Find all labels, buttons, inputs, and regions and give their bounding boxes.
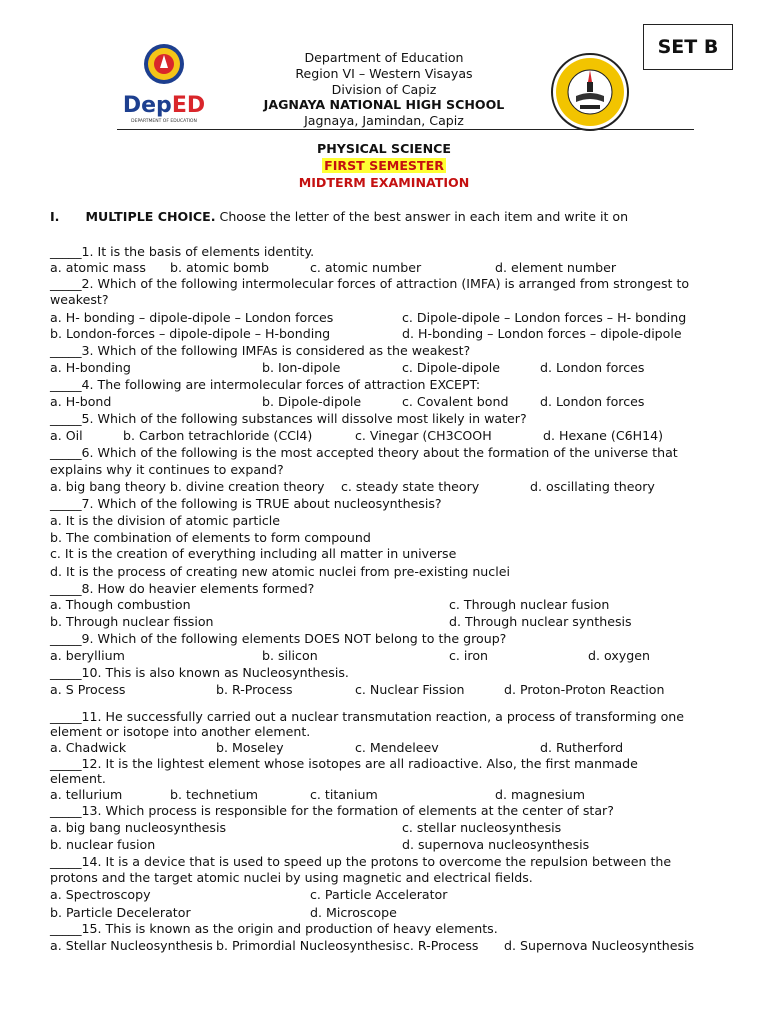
choice-10d: d. Proton-Proton Reaction: [504, 682, 665, 697]
section-name: MULTIPLE CHOICE.: [85, 209, 216, 224]
question-11-cont: element or isotope into another element.: [50, 724, 311, 739]
choice-4c: c. Covalent bond: [402, 394, 509, 409]
choice-9c: c. iron: [449, 648, 489, 663]
choice-7c: c. It is the creation of everything including all matter in universe: [50, 546, 457, 561]
division-name: Division of Capiz: [331, 82, 437, 97]
section-number: I.: [50, 209, 60, 224]
question-15: _____15. This is known as the origin and production of heavy elements.: [50, 921, 498, 936]
choice-8d: d. Through nuclear synthesis: [449, 614, 632, 629]
question-11: _____11. He successfully carried out a nuclear transmutation reaction, a process of transforming one: [50, 709, 685, 724]
choice-7d: d. It is the process of creating new atomic nuclei from pre-existing nuclei: [50, 564, 510, 579]
question-1: _____1. It is the basis of elements identity.: [50, 244, 315, 259]
choice-6c: c. steady state theory: [341, 479, 480, 494]
choice-12b: b. technetium: [170, 787, 259, 802]
choice-15d: d. Supernova Nucleosynthesis: [504, 938, 695, 953]
exam-title: MIDTERM EXAMINATION: [298, 175, 470, 190]
choice-12d: d. magnesium: [495, 787, 586, 802]
choice-7b: b. The combination of elements to form compound: [50, 530, 371, 545]
department-name: Department of Education: [304, 50, 464, 65]
school-name: JAGNAYA NATIONAL HIGH SCHOOL: [263, 97, 505, 112]
set-label: SET B: [643, 24, 733, 70]
question-7: _____7. Which of the following is TRUE about nucleosynthesis?: [50, 496, 442, 511]
question-3: _____3. Which of the following IMFAs is considered as the weakest?: [50, 343, 471, 358]
svg-text:DEPARTMENT OF EDUCATION: DEPARTMENT OF EDUCATION: [131, 119, 197, 124]
choice-12c: c. titanium: [310, 787, 378, 802]
question-14-cont: protons and the target atomic nuclei by using magnetic and electrical fields.: [50, 870, 533, 885]
question-2: _____2. Which of the following intermolecular forces of attraction (IMFA) is arranged from strongest to: [50, 276, 690, 291]
choice-13a: a. big bang nucleosynthesis: [50, 820, 227, 835]
semester-highlight: FIRST SEMESTER: [324, 158, 444, 173]
choice-15a: a. Stellar Nucleosynthesis: [50, 938, 213, 953]
question-5: _____5. Which of the following substances will dissolve most likely in water?: [50, 411, 527, 426]
question-6: _____6. Which of the following is the most accepted theory about the formation of the universe that: [50, 445, 678, 460]
question-13: _____13. Which process is responsible for the formation of elements at the center of star?: [50, 803, 614, 818]
question-12-cont: element.: [50, 771, 106, 786]
section-heading: [50, 209, 628, 225]
school-address: Jagnaya, Jamindan, Capiz: [304, 113, 464, 128]
choice-2b: b. London-forces – dipole-dipole – H-bonding: [50, 326, 331, 341]
choice-14d: d. Microscope: [310, 905, 397, 920]
choice-2c: c. Dipole-dipole – London forces – H- bonding: [402, 310, 687, 325]
choice-11a: a. Chadwick: [50, 740, 127, 755]
choice-3d: d. London forces: [540, 360, 645, 375]
choice-4d: d. London forces: [540, 394, 645, 409]
choice-1c: c. atomic number: [310, 260, 422, 275]
svg-text:DepED: DepED: [122, 93, 206, 118]
choice-5a: a. Oil: [50, 428, 83, 443]
question-4: _____4. The following are intermolecular forces of attraction EXCEPT:: [50, 377, 481, 392]
header-divider: [117, 129, 694, 130]
choice-14a: a. Spectroscopy: [50, 887, 151, 902]
choice-11b: b. Moseley: [216, 740, 284, 755]
choice-5d: d. Hexane (C6H14): [543, 428, 664, 443]
choice-5c: c. Vinegar (CH3COOH: [355, 428, 492, 443]
choice-2a: a. H- bonding – dipole-dipole – London forces: [50, 310, 334, 325]
choice-4a: a. H-bond: [50, 394, 112, 409]
semester-title: [0, 158, 768, 174]
choice-13b: b. nuclear fusion: [50, 837, 156, 852]
choice-8a: a. Though combustion: [50, 597, 191, 612]
choice-6ab: a. big bang theory b. divine creation theory: [50, 479, 325, 494]
choice-14c: c. Particle Accelerator: [310, 887, 448, 902]
choice-3b: b. Ion-dipole: [262, 360, 341, 375]
choice-10a: a. S Process: [50, 682, 126, 697]
choice-14b: b. Particle Decelerator: [50, 905, 191, 920]
choice-9a: a. beryllium: [50, 648, 125, 663]
choice-11c: c. Mendeleev: [355, 740, 439, 755]
choice-8c: c. Through nuclear fusion: [449, 597, 610, 612]
choice-15b: b. Primordial Nucleosynthesis: [216, 938, 403, 953]
choice-9d: d. oxygen: [588, 648, 650, 663]
choice-2d: d. H-bonding – London forces – dipole-dipole: [402, 326, 682, 341]
choice-3a: a. H-bonding: [50, 360, 131, 375]
question-6-cont: explains why it continues to expand?: [50, 462, 284, 477]
choice-7a: a. It is the division of atomic particle: [50, 513, 281, 528]
choice-5b: b. Carbon tetrachloride (CCl4): [123, 428, 313, 443]
region-name: Region VI – Western Visayas: [295, 66, 473, 81]
question-14: _____14. It is a device that is used to speed up the protons to overcome the repulsion between the: [50, 854, 672, 869]
choice-13c: c. stellar nucleosynthesis: [402, 820, 562, 835]
choice-11d: d. Rutherford: [540, 740, 624, 755]
choice-1d: d. element number: [495, 260, 617, 275]
choice-4b: b. Dipole-dipole: [262, 394, 362, 409]
choice-10b: b. R-Process: [216, 682, 293, 697]
question-8: _____8. How do heavier elements formed?: [50, 581, 315, 596]
choice-3c: c. Dipole-dipole: [402, 360, 501, 375]
choice-9b: b. silicon: [262, 648, 318, 663]
choice-1a: a. atomic mass: [50, 260, 146, 275]
choice-13d: d. supernova nucleosynthesis: [402, 837, 590, 852]
question-10: _____10. This is also known as Nucleosynthesis.: [50, 665, 349, 680]
subject-title: PHYSICAL SCIENCE: [316, 141, 452, 156]
choice-1b: b. atomic bomb: [170, 260, 270, 275]
question-2-cont: weakest?: [50, 292, 109, 307]
choice-12a: a. tellurium: [50, 787, 123, 802]
choice-6d: d. oscillating theory: [530, 479, 655, 494]
choice-10c: c. Nuclear Fission: [355, 682, 465, 697]
choice-8b: b. Through nuclear fission: [50, 614, 214, 629]
question-9: _____9. Which of the following elements DOES NOT belong to the group?: [50, 631, 507, 646]
section-instruction: Choose the letter of the best answer in each item and write it on: [219, 209, 629, 224]
choice-15c: c. R-Process: [403, 938, 479, 953]
question-12: _____12. It is the lightest element whose isotopes are all radioactive. Also, the first manmade: [50, 756, 638, 771]
